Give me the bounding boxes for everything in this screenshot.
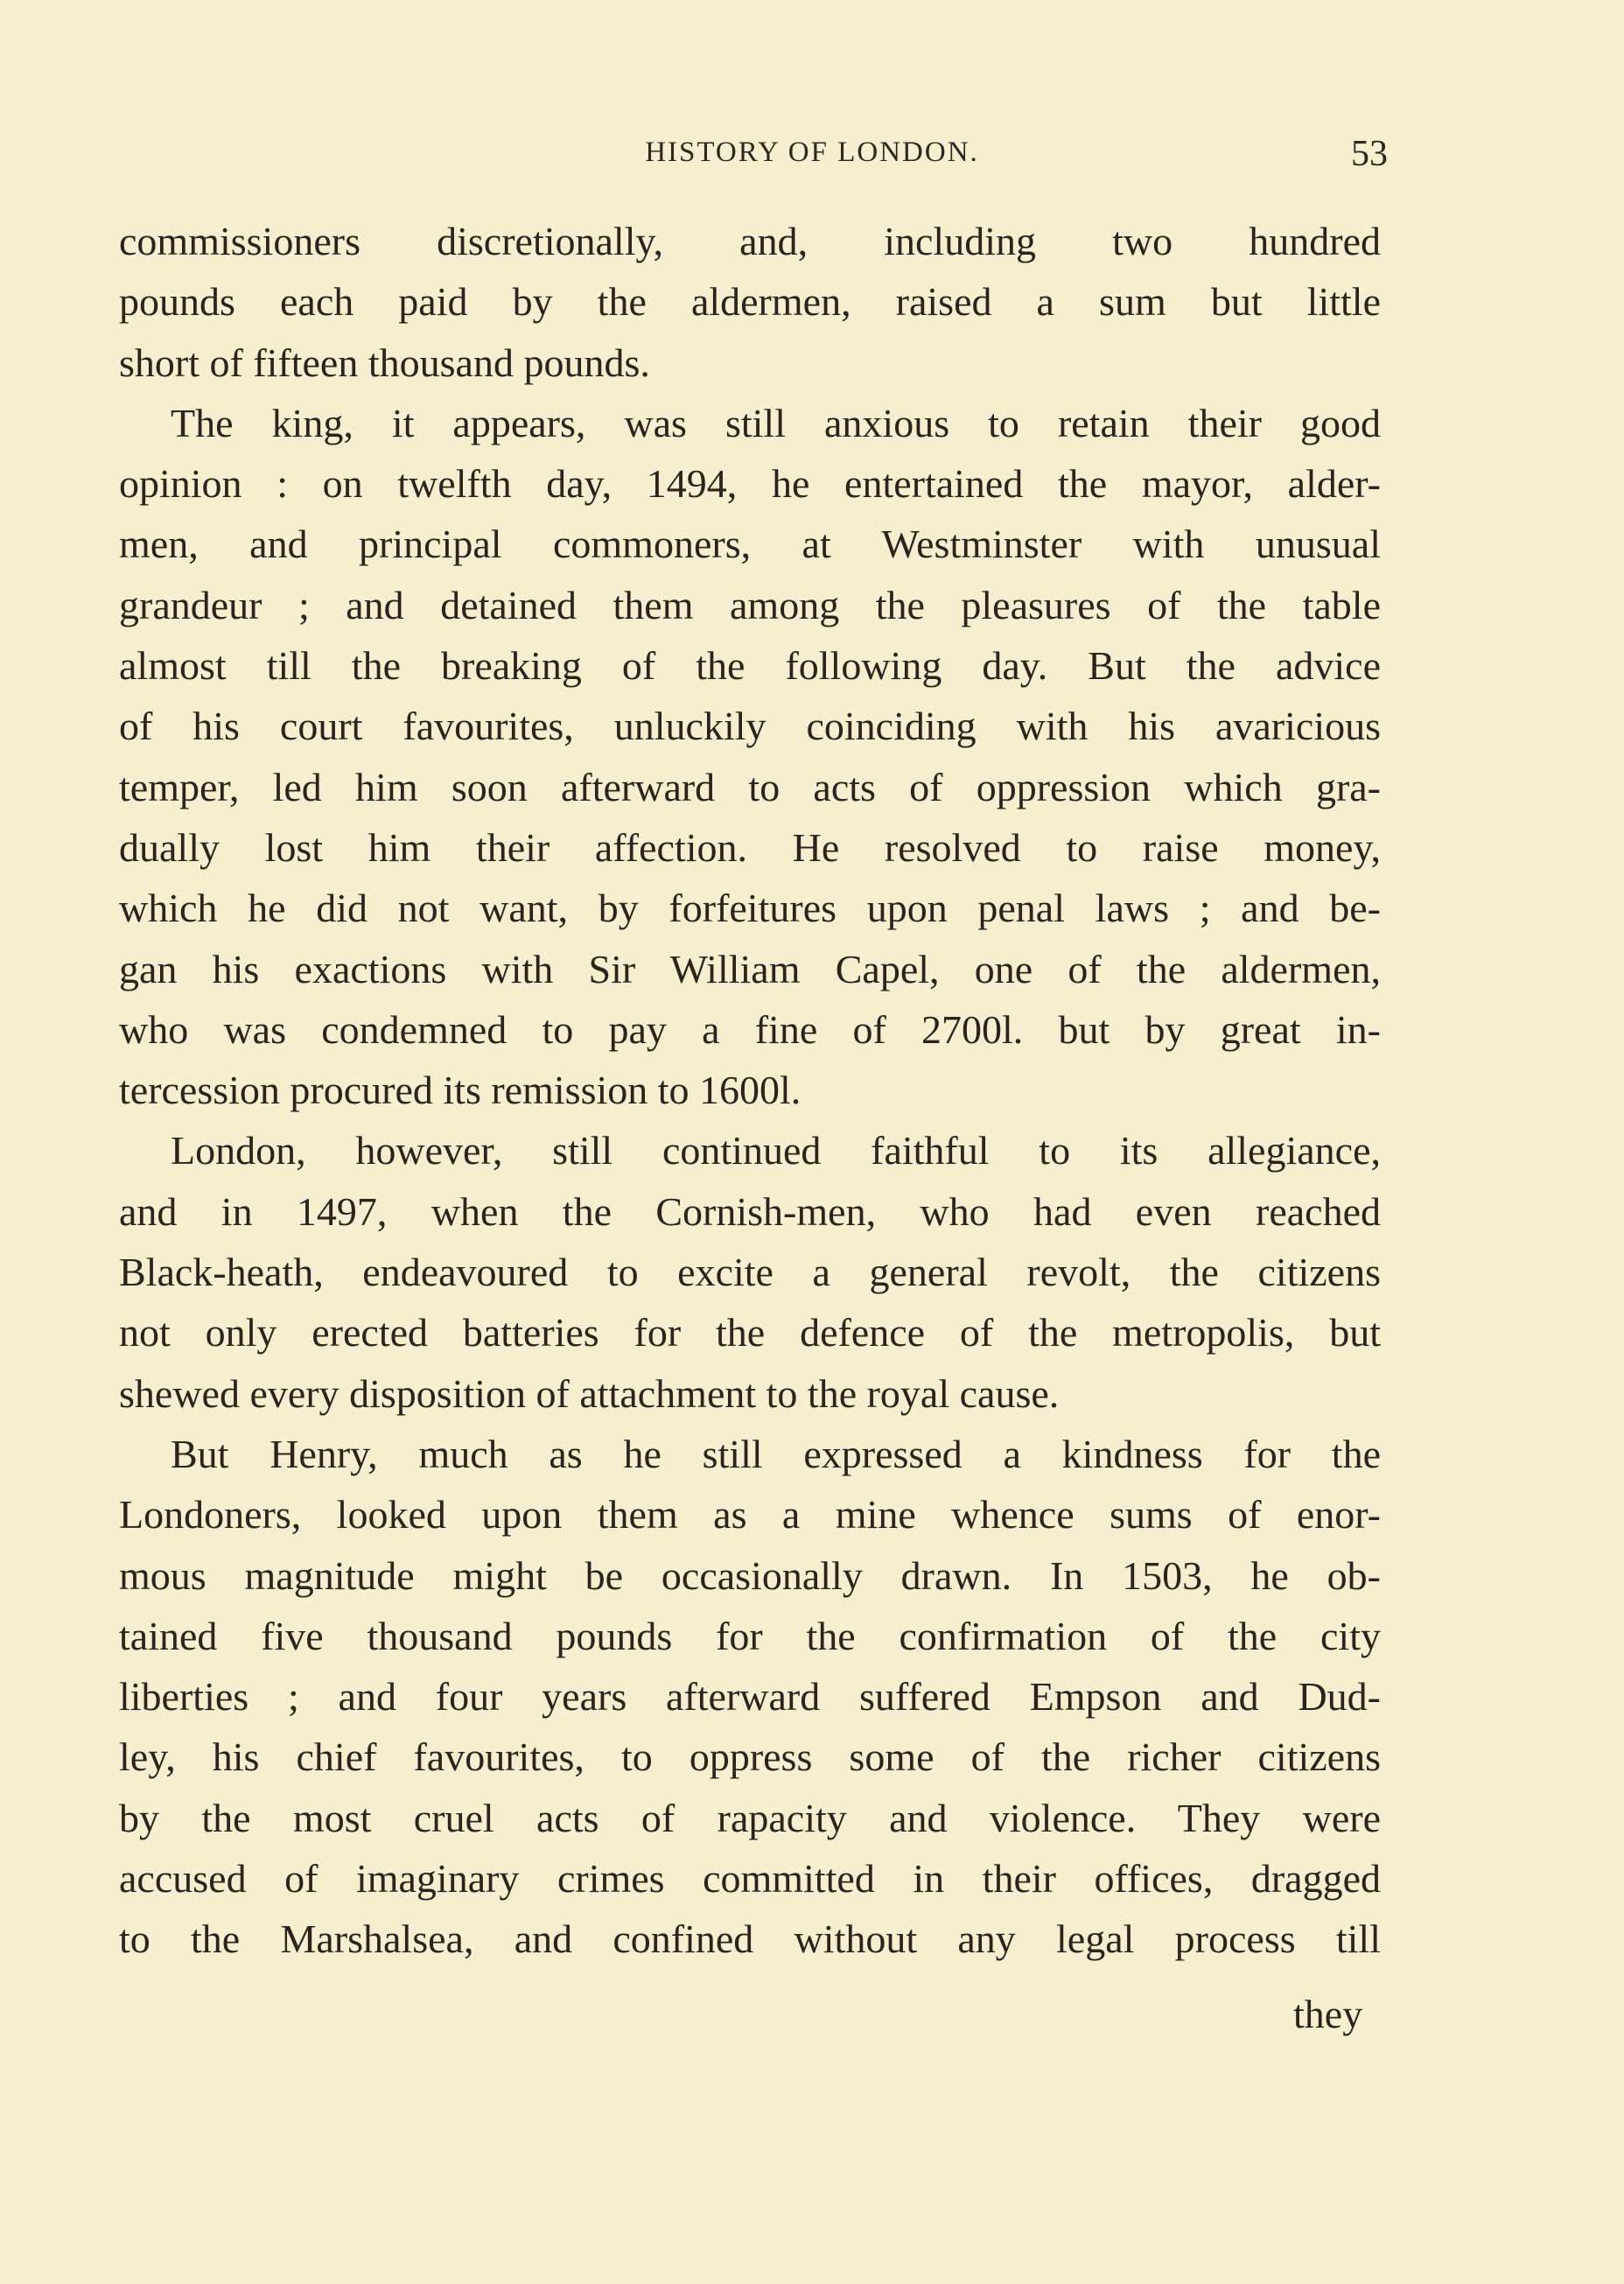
text-line: temper, led him soon afterward to acts of oppression which gra- xyxy=(119,764,1381,809)
text-line: But Henry, much as he still expressed a kindness for the xyxy=(171,1431,1381,1476)
body-text xyxy=(119,211,1381,1970)
running-head xyxy=(0,131,1624,184)
text-line: almost till the breaking of the following day. But the advice xyxy=(119,643,1381,689)
text-line: tercession procured its remission to 1600l. xyxy=(119,1068,802,1113)
catchword: they xyxy=(1293,1992,1363,2036)
text-line: Black-heath, endeavoured to excite a general revolt, the citizens xyxy=(119,1250,1381,1295)
running-title: HISTORY OF LONDON. xyxy=(645,137,979,168)
text-line: commissioners discretionally, and, including two hundred xyxy=(119,219,1381,263)
text-line: and in 1497, when the Cornish-men, who had even reached xyxy=(119,1188,1381,1234)
text-line: which he did not want, by forfeitures upon penal laws ; and be- xyxy=(119,886,1381,931)
text-line: shewed every disposition of attachment to the royal cause. xyxy=(119,1370,1060,1416)
text-line: not only erected batteries for the defence of the metropolis, but xyxy=(119,1310,1381,1356)
text-line: of his court favourites, unluckily coinciding with his avaricious xyxy=(119,704,1381,749)
text-line: to the Marshalsea, and confined without any legal process till xyxy=(119,1916,1381,1962)
text-line: ley, his chief favourites, to oppress some of the richer citizens xyxy=(119,1734,1381,1780)
text-line: short of fifteen thousand pounds. xyxy=(119,340,650,385)
text-line: liberties ; and four years afterward suffered Empson and Dud- xyxy=(119,1674,1381,1720)
text-line: London, however, still continued faithful to its allegiance, xyxy=(171,1128,1381,1174)
text-line: by the most cruel acts of rapacity and violence. They were xyxy=(119,1795,1381,1840)
text-line: accused of imaginary crimes committed in their offices, dragged xyxy=(119,1856,1381,1902)
text-line: The king, it appears, was still anxious to retain their good xyxy=(171,400,1381,445)
text-line: men, and principal commoners, at Westminster with unusual xyxy=(119,522,1381,567)
text-line: grandeur ; and detained them among the pleasures of the table xyxy=(119,582,1381,627)
page-number: 53 xyxy=(1351,134,1388,174)
text-line: who was condemned to pay a fine of 2700l. but by great in- xyxy=(119,1006,1381,1052)
text-line: pounds each paid by the aldermen, raised a sum but little xyxy=(119,279,1381,325)
text-line: Londoners, looked upon them as a mine whence sums of enor- xyxy=(119,1492,1381,1538)
text-line: opinion : on twelfth day, 1494, he entertained the mayor, alder- xyxy=(119,461,1381,507)
text-line: dually lost him their affection. He resolved to raise money, xyxy=(119,824,1381,870)
text-line: tained five thousand pounds for the confirmation of the city xyxy=(119,1613,1381,1658)
text-line: mous magnitude might be occasionally drawn. In 1503, he ob- xyxy=(119,1552,1381,1598)
text-line: gan his exactions with Sir William Capel, one of the aldermen, xyxy=(119,946,1381,991)
